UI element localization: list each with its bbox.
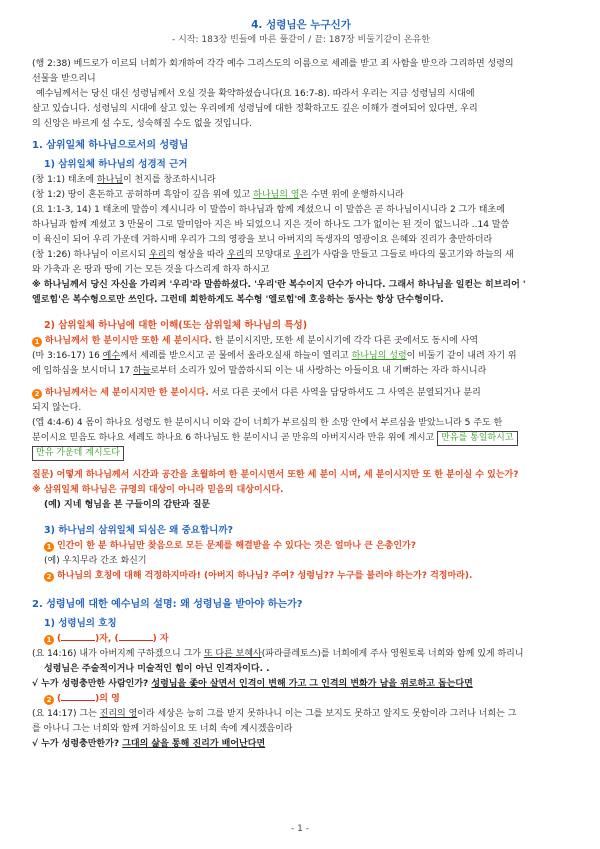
john-1-1: (요 1:1-3, 14) 1 태초에 말씀이 계시니라 이 말씀이 하나님과 함께 계셨으니 이 말씀은 곧 하나님이시니라 2 그가 태초에 하나님과 함께 계셨고 3 만물이 그로 말미암아 지은 바 되었으니 지은 것이 하나도 그가 없이는 된 것이 없느니라 ..14 말씀 이 육신이 되어 우리 가운데 거하시매 우리가 그의 영광을 보니 아버지의 독생자의 영광이요 은혜와 진리가 충만하더라 [32,205,510,245]
john-14-16: (요 14:16) 내가 아버지께 구하겠으니 그가 또 다른 보혜사(파라클레토스)를 너희에게 주사 영원토록 너희와 함께 있게 하리니 [32,649,524,659]
intro-verse: (행 2:38) 베드로가 이르되 너희가 회개하여 각각 예수 그리스도의 이름으로 세례를 받고 죄 사함을 받으라 그리하면 성령의 선물을 받으리니 [32,59,514,84]
blank-2 [119,640,153,641]
section-1-2-heading: 2) 삼위일체 하나님에 대한 이해(또는 삼위일체 하나님의 특성) [44,320,308,331]
elohim-note: ※ 하나님께서 당신 자신을 가리켜 '우리'라 말씀하셨다. '우리'란 복수이지 단수가 아니다. 그래서 하나님을 일컫는 히브리어 ' 엘로힘'은 복수형으로만 쓰인다. 그런데 희한하게도 복수형 '엘로힘'에 호응하는 동사는 항상 단수형이다. [32,280,526,305]
number-1-icon: 1 [44,635,54,645]
check-2: √ 누가 성령충만한가? 그대의 삶을 통해 진리가 배어난다면 [32,739,266,749]
number-1-icon: 1 [32,337,42,347]
point-2: 2 하나님께서는 세 분이시지만 한 분이시다. 서로 다른 곳에서 다른 사역을 담당하셔도 그 사역은 분열되거나 분리 되지 않는다. [32,388,481,413]
genesis-1-1: (창 1:1) 태초에 하나님이 천지를 창조하시니라 [32,175,216,185]
example-note: (예) 지네 형님을 본 구들이의 감탄과 질문 [44,500,211,510]
section-1-1-heading: 1) 삼위일체 하나님의 성경적 근거 [44,159,188,170]
reason-1: 1 인간이 한 분 하나님만 찾음으로 모든 문제를 해결받을 수 있다는 것은 얼마나 큰 은총인가? [32,539,570,554]
trinity-note: ※ 삼위일체 하나님은 규명의 대상이 아니라 믿음의 대상이시다. [32,485,284,495]
genesis-1-26: (창 1:26) 하나님이 이르시되 우리의 형상을 따라 우리의 모양대로 우리가 사람을 만들고 그들로 바다의 물고기와 하늘의 새 와 가축과 온 땅과 땅에 기는 모든 것을 다스리게 하자 하시고 [32,250,514,275]
genesis-1-2: (창 1:2) 땅이 혼돈하고 공허하며 흑암이 깊음 위에 있고 하나님의 영은 수면 위에 운행하시니라 [32,190,404,200]
ephesians-4-4: (엡 4:4-6) 4 몸이 하나요 성령도 한 분이시니 이와 같이 너희가 부르심의 한 소망 안에서 부르심을 받았느니라 5 주도 한 분이시요 믿음도 하나요 세례도 하나요 6 하나님도 한 분이시니 곧 만유의 아버지시라 만유 위에 계시고 만유를 통일하시고 만유 가운데 계시도다 [32,416,570,461]
blank-1 [61,640,95,641]
person-note: 성령님은 주술적이거나 미술적인 힘이 아닌 인격자이다. . [44,664,270,674]
section-1-3-heading: 3) 하나님의 삼위일체 되심은 왜 중요합니까? [44,525,234,536]
document-page [32,18,570,752]
section-2-heading: 2. 성령님에 대한 예수님의 설명: 왜 성령님을 받아야 하는가? [32,599,303,610]
number-2-icon: 2 [32,389,42,399]
title-1: 1 ( )자, ( ) 자 [32,632,570,647]
reason-1-example: (예) 우치무라 간조 화신기 [44,556,147,566]
matthew-3-16: (마 3:16-17) 16 예수께서 세례를 받으시고 곧 물에서 올라오실새 하늘이 열리고 하나님의 성령이 비둘기 같이 내려 자기 위 에 임하심을 보시더니 17 하늘로부터 소리가 있어 말씀하시되 이는 내 사랑하는 아들이요 내 기뻐하는 자라 하시니라 [32,351,517,376]
question: 질문) 어떻게 하나님께서 시간과 공간을 초월하여 한 분이시면서 또한 세 분이 시며, 세 분이시지만 또 한 분이실 수 있는가? [32,470,519,480]
john-14-17: (요 14:17) 그는 진리의 영이라 세상은 능히 그를 받지 못하나니 이는 그를 보지도 못하고 알지도 못함이라 그러나 너희는 그 를 아나니 그는 너희와 함께 거하심이요 또 너희 속에 계시겠음이라 [32,709,517,734]
document-title: 4. 성령님은 누구신가 [251,19,351,31]
number-2-icon: 2 [44,572,54,582]
point-1: 1 하나님께서 한 분이시만 또한 세 분이시다. 한 분이시지만, 또한 세 분이시기에 각각 다른 곳에서도 동시에 사역 [32,334,570,349]
document-subtitle: - 시작: 183장 빈들에 마른 풀같이 / 끝: 187장 비둘기같이 온유한 [172,35,430,45]
section-2-1-heading: 1) 성령님의 호칭 [44,618,117,629]
blank-3 [61,700,95,701]
reason-2: 2 하나님의 호칭에 대해 걱정하지마라! (아버지 하나님? 주여? 성령님?? 누구를 불러야 하는가? 걱정마라). [32,569,570,584]
page-number: - 1 - [291,824,309,834]
title-2: 2 ( )의 영 [32,692,570,707]
number-2-icon: 2 [44,695,54,705]
number-1-icon: 1 [44,542,54,552]
check-1: √ 누가 성령충만한 사람인가? 성령님을 좇아 살면서 인격이 변해 가고 그 인격의 변화가 남을 위로하고 돕는다면 [32,679,473,689]
intro-body: 예수님께서는 당신 대신 성령님께서 오실 것을 확약하셨습니다(요 16:7-8). 따라서 우리는 지금 성령님의 시대에 살고 있습니다. 성령님의 시대에 살고 있는 우리에게 성령님에 대한 정확하고도 깊은 이해가 결여되어 있다면, 우리 의 신앙은 바르게 설 수도, 성숙해질 수도 없을 것입니다. [32,89,478,129]
section-1-heading: 1. 삼위일체 하나님으로서의 성령님 [32,140,189,151]
